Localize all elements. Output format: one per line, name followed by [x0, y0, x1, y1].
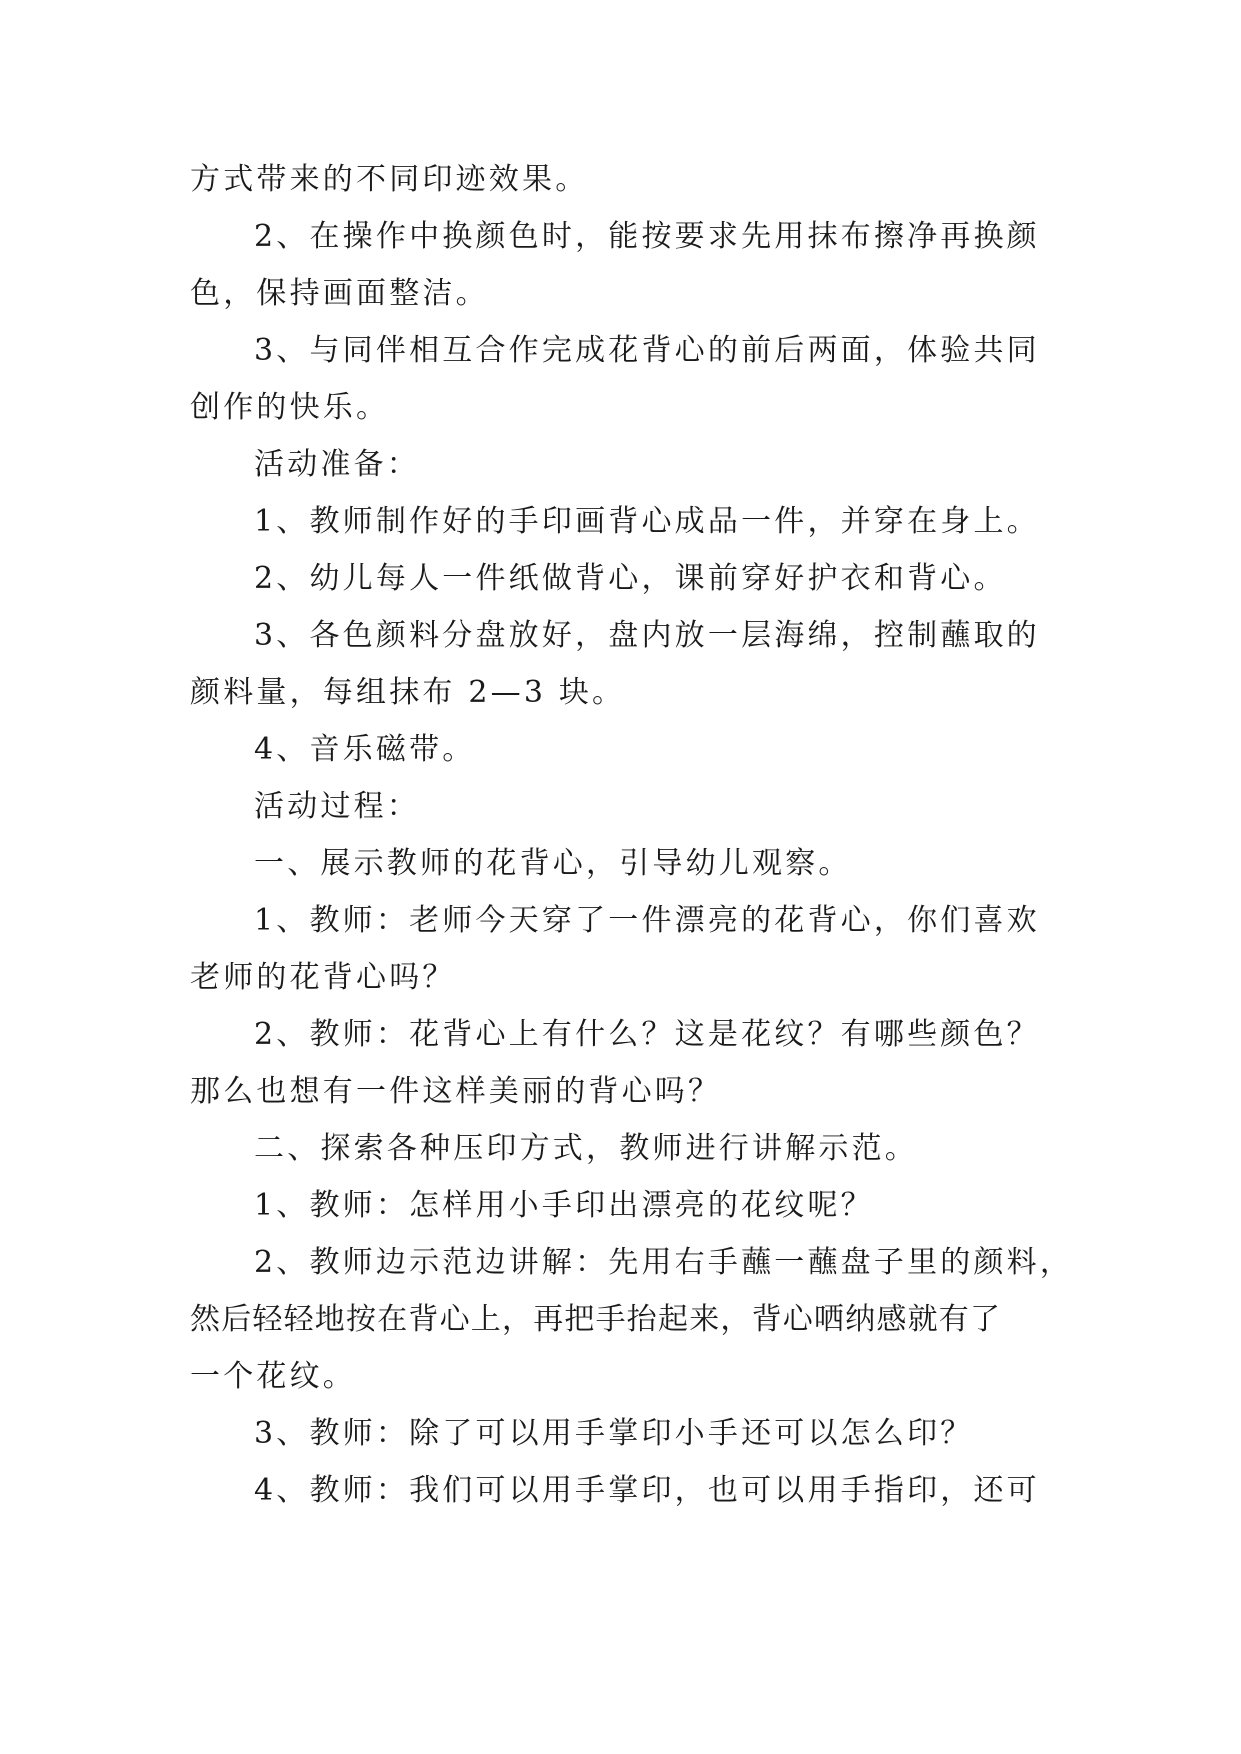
text-line: 4、教师：我们可以用手掌印，也可以用手指印，还可: [254, 1473, 1040, 1508]
text-line: 1、教师：老师今天穿了一件漂亮的花背心，你们喜欢: [254, 903, 1040, 938]
text-line: 4、音乐磁带。: [254, 732, 476, 767]
text-line: 2、幼儿每人一件纸做背心，课前穿好护衣和背心。: [254, 561, 1007, 596]
text-line: 那么也想有一件这样美丽的背心吗？: [190, 1074, 722, 1109]
text-line: 创作的快乐。: [190, 390, 390, 425]
text-line: 二、探索各种压印方式，教师进行讲解示范。: [254, 1131, 918, 1166]
text-line: 一个花纹。: [190, 1359, 356, 1394]
text-line: 一、展示教师的花背心，引导幼儿观察。: [254, 846, 852, 881]
text-line: 色，保持画面整洁。: [190, 276, 489, 311]
text-line: 老师的花背心吗？: [190, 960, 456, 995]
text-line: 然后轻轻地按在背心上，再把手抬起来，背心哂纳感就有了: [190, 1302, 1002, 1337]
text-line: 3、各色颜料分盘放好，盘内放一层海绵，控制蘸取的: [254, 618, 1040, 653]
text-line: 方式带来的不同印迹效果。: [190, 162, 589, 197]
text-line: 颜料量，每组抹布 2—3 块。: [190, 675, 626, 710]
text-line: 3、教师：除了可以用手掌印小手还可以怎么印？: [254, 1416, 974, 1451]
text-line: 3、与同伴相互合作完成花背心的前后两面，体验共同: [254, 333, 1040, 368]
text-line: 1、教师制作好的手印画背心成品一件，并穿在身上。: [254, 504, 1040, 539]
section-heading: 活动准备：: [254, 447, 420, 482]
text-line: 1、教师：怎样用小手印出漂亮的花纹呢？: [254, 1188, 874, 1223]
text-line: 2、在操作中换颜色时，能按要求先用抹布擦净再换颜: [254, 219, 1040, 254]
section-heading: 活动过程：: [254, 789, 420, 824]
text-line: 2、教师：花背心上有什么？这是花纹？有哪些颜色？: [254, 1017, 1040, 1052]
text-line: 2、教师边示范边讲解：先用右手蘸一蘸盘子里的颜料，: [254, 1245, 1074, 1280]
